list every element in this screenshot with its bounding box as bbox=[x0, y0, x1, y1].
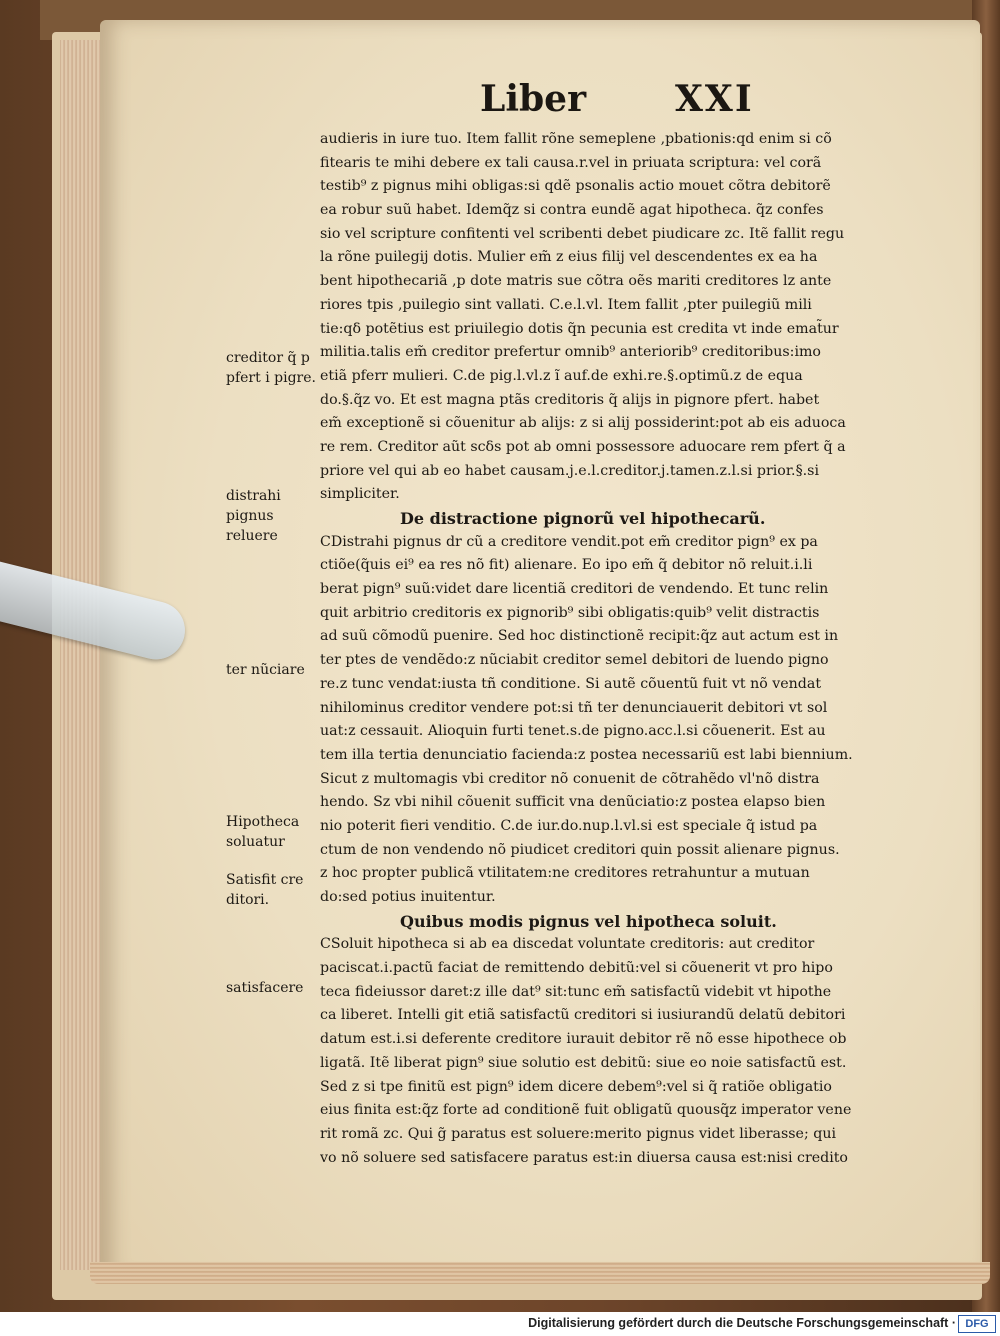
text-line: ca liberet. Intelli git etiã satisfactũ creditori si iusiurandũ delatũ debitori bbox=[320, 1007, 846, 1024]
text-line: CSoluit hipotheca si ab ea discedat voluntate creditoris: aut creditor bbox=[320, 936, 815, 953]
text-line: CDistrahi pignus dr cũ a creditore vendit.pot em̃ creditor pign⁹ ex pa bbox=[320, 533, 818, 550]
margin-note: Hipotheca soluatur bbox=[226, 814, 300, 850]
margin-note: distrahi pignus reluere bbox=[226, 488, 281, 544]
text-line: priore vel qui ab eo habet causam.j.e.l.creditor.j.tamen.z.l.si prior.§.si bbox=[320, 462, 819, 479]
margin-note: ter nũciare bbox=[226, 662, 305, 678]
text-line: re.z tunc vendat:iusta tñ conditione. Si autẽ cõuentũ fuit vt nõ vendat bbox=[320, 675, 822, 692]
margin-note: creditor q̃ p pfert i pigre. bbox=[226, 350, 316, 386]
text-line: ctum de non vendendo nõ piudicet creditori quin possit alienare pignus. bbox=[320, 841, 840, 858]
footer-credit: Digitalisierung gefördert durch die Deutsche Forschungsgemeinschaft · bbox=[528, 1316, 956, 1330]
text-line: fitearis te mihi debere ex tali causa.r.vel in priuata scriptura: vel corã bbox=[320, 154, 822, 171]
section-heading: Quibus modis pignus vel hipotheca soluit. bbox=[400, 911, 777, 931]
text-line: eius finita est:q̃z forte ad conditionẽ fuit obligatũ quousq̃z imperator vene bbox=[320, 1102, 852, 1119]
text-line: nihilominus creditor vendere pot:si tñ ter denunciauerit debitori vt sol bbox=[320, 699, 828, 716]
text-line: etiã pferr mulieri. C.de pig.l.vl.z ĩ auf.de exhi.re.§.optimũ.z de equa bbox=[320, 367, 803, 384]
text-line: ea robur suũ habet. Idemq̃z si contra eundẽ agat hipotheca. q̃z confes bbox=[320, 202, 824, 219]
text-line: berat pign⁹ suũ:videt dare licentiã creditori de vendendo. Et tunc relin bbox=[320, 581, 829, 598]
body-text bbox=[320, 128, 920, 1170]
text-line: ter ptes de vendẽdo:z nũciabit creditor semel debitori de luendo pigno bbox=[320, 652, 829, 669]
text-line: tem illa tertia denunciatio facienda:z postea necessariũ est labi biennium. bbox=[320, 746, 853, 763]
text-line: rit romã zc. Qui g̃ paratus est soluere:merito pignus videt liberasse; qui bbox=[320, 1125, 837, 1142]
text-line: nio poterit fieri venditio. C.de iur.do.nup.l.vl.si est speciale q̃ istud pa bbox=[320, 817, 818, 834]
text-line: ctiõe(q̃uis ei⁹ ea res nõ fit) alienare. Eo ipo em̃ q̃ debitor nõ reluit.i.li bbox=[320, 557, 813, 574]
text-line: do.§.q̃z vo. Et est magna ptãs creditoris q̃ alijs in pignore pfert. habet bbox=[320, 391, 820, 408]
text-line: audieris in iure tuo. Item fallit rõne semeplene ,pbationis:qd enim si cõ bbox=[320, 131, 832, 147]
text-line: bent hipothecariã ,p dote matris sue cõtra oẽs mariti creditores lz ante bbox=[320, 273, 832, 290]
text-line: vo nõ soluere sed satisfacere paratus est:in diuersa causa est:nisi credito bbox=[320, 1149, 848, 1166]
text-line: re rem. Creditor aũt scδs pot ab omni possessore aduocare rem pfert q̃ a bbox=[320, 438, 846, 455]
running-head-left: Liber bbox=[480, 78, 587, 120]
text-line: riores tpis ,puilegio sint vallati. C.e.l.vl. Item fallit ,pter puilegiũ mili bbox=[320, 296, 812, 313]
text-line: Sicut z multomagis vbi creditor nõ conuenit de cõtrahẽdo vl'nõ distra bbox=[320, 770, 820, 787]
page-bottom-edge bbox=[90, 1262, 990, 1284]
text-line: em̃ exceptionẽ si cõuenitur ab alijs: z si alij possiderint:pot ab eis aduoca bbox=[320, 415, 846, 432]
dfg-logo: DFG bbox=[958, 1315, 996, 1333]
margin-note: Satisfit cre ditori. bbox=[226, 872, 304, 908]
text-line: la rõne puilegij dotis. Mulier em̃ z eius filij vel descendentes ex ea ha bbox=[320, 249, 818, 266]
section-heading: De distractione pignorũ vel hipothecarũ. bbox=[400, 509, 766, 528]
text-line: ad suũ cõmodũ puenire. Sed hoc distinctionẽ recipit:q̃z aut actum est in bbox=[320, 628, 839, 645]
text-line: ligatã. Itẽ liberat pign⁹ siue solutio est debitũ: siue eo noie satisfactũ est. bbox=[320, 1054, 847, 1071]
margin-note: satisfacere bbox=[226, 980, 304, 996]
text-line: sio vel scripture confitenti vel scribenti debet piudicare zc. Itẽ fallit regu bbox=[320, 225, 845, 242]
running-head-right: XXI bbox=[675, 78, 754, 120]
running-head bbox=[470, 78, 780, 128]
text-line: tie:qδ potẽtius est priuilegio dotis q̃n pecunia est credita vt inde emat̃ur bbox=[320, 320, 839, 337]
text-line: z hoc propter publicã vtilitatem:ne creditores retrahuntur a mutuan bbox=[320, 865, 810, 882]
text-line: do:sed potius inuitentur. bbox=[320, 889, 496, 905]
text-line: datum est.i.si deferente creditore iurauit debitor rẽ nõ esse hipothece ob bbox=[320, 1031, 847, 1048]
text-line: militia.talis em̃ creditor prefertur omnib⁹ anteriorib⁹ creditoribus:imo bbox=[320, 344, 821, 361]
text-line: Sed z si tpe finitũ est pign⁹ idem dicere debem⁹:vel si q̃ ratiõe obligatio bbox=[320, 1078, 832, 1095]
text-line: teca fideiussor daret:z ille dat⁹ sit:tunc em̃ satisfactũ videbit vt hipothe bbox=[320, 983, 832, 1000]
text-line: paciscat.i.pactũ faciat de remittendo debitũ:vel si cõuenerit vt pro hipo bbox=[320, 960, 833, 977]
text-line: quit arbitrio creditoris ex pignorib⁹ sibi obligatis:quib⁹ velit distractis bbox=[320, 604, 820, 621]
text-line: uat:z cessauit. Alioquin furti tenet.s.de pigno.acc.l.si cõuenerit. Est au bbox=[320, 723, 826, 740]
text-line: hendo. Sz vbi nihil cõuenit sufficit vna denũciatio:z postea elapso bien bbox=[320, 794, 826, 811]
footer-bar bbox=[0, 1312, 1000, 1336]
text-line: testib⁹ z pignus mihi obligas:si qdẽ psonalis actio mouet cõtra debitorẽ bbox=[320, 178, 831, 195]
text-line: simpliciter. bbox=[320, 486, 400, 503]
